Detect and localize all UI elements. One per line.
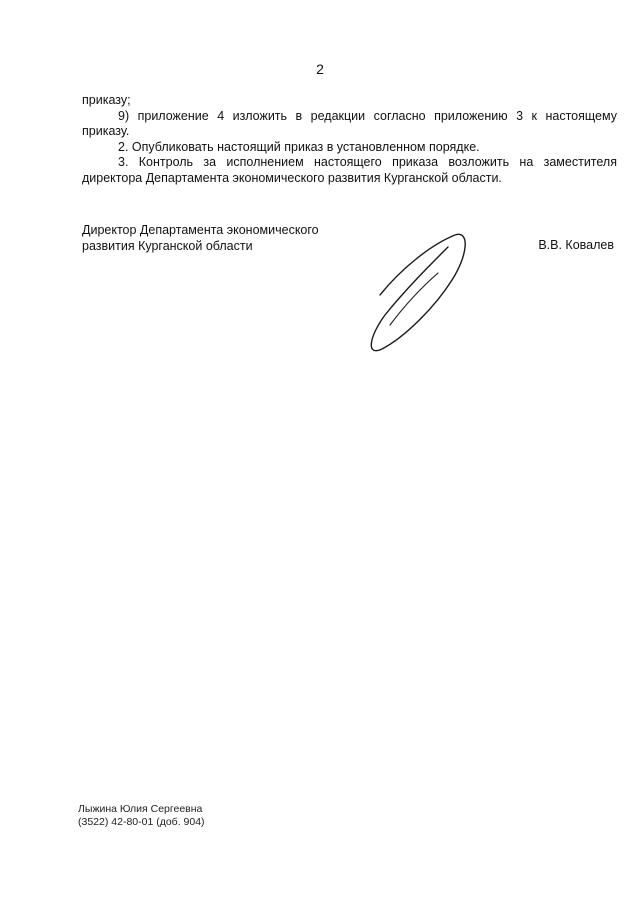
paragraph-continuation: приказу; [82, 93, 131, 107]
signatory-position [82, 222, 319, 254]
handwritten-signature [360, 225, 475, 355]
paragraph-item-9: 9) приложение 4 изложить в редакции согласно приложению 3 к настоящему приказу. [82, 108, 617, 138]
document-body [82, 93, 617, 186]
contact-info [78, 803, 205, 829]
page-number: 2 [316, 61, 324, 77]
paragraph-item-3: 3. Контроль за исполнением настоящего приказа возложить на заместителя директора Департамента экономического развития Курганской области. [82, 155, 617, 185]
paragraph-item-2: 2. Опубликовать настоящий приказ в установленном порядке. [118, 139, 480, 154]
contact-phone: (3522) 42-80-01 (доб. 904) [78, 816, 205, 828]
signatory-name: В.В. Ковалев [538, 238, 614, 252]
contact-person: Лыжина Юлия Сергеевна [78, 803, 203, 815]
signatory-position-line-2: развития Курганской области [82, 239, 253, 253]
signatory-position-line-1: Директор Департамента экономического [82, 223, 319, 237]
